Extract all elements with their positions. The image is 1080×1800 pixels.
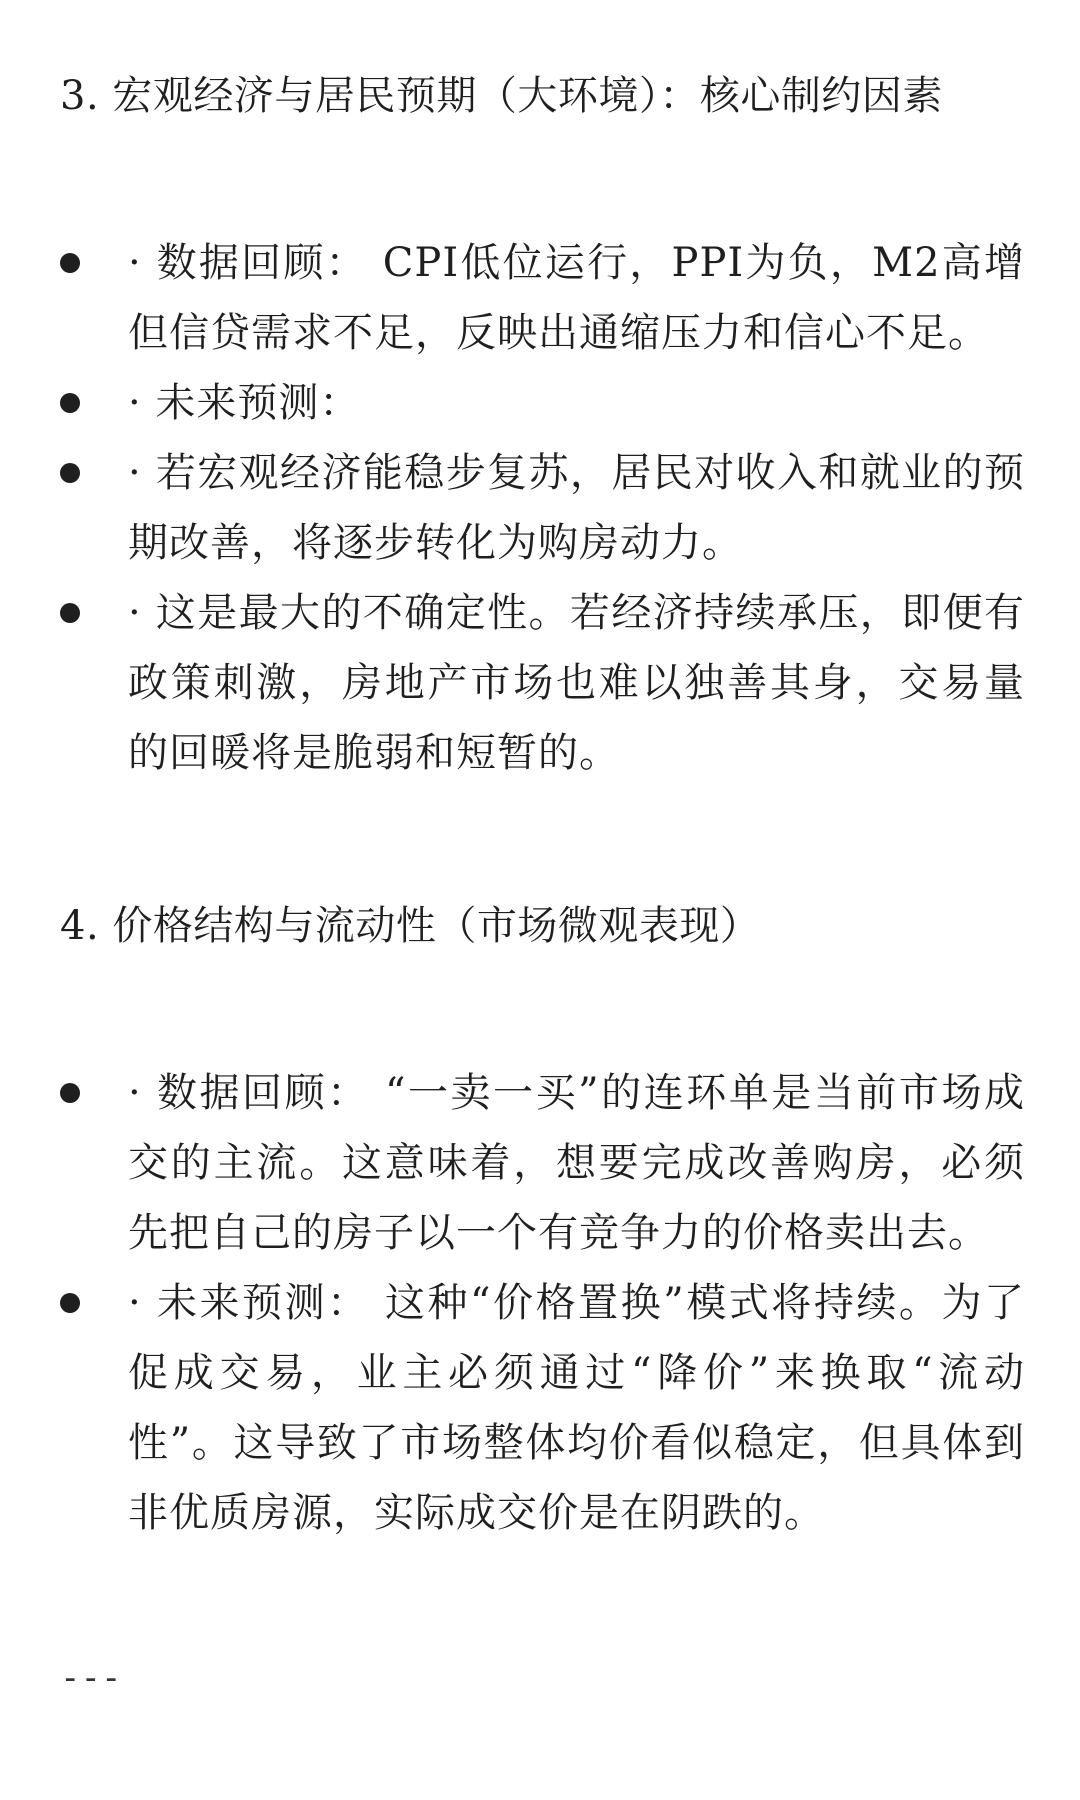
list-item-text: · 未来预测： [128,380,361,426]
list-item-text: · 数据回顾： “一卖一买”的连环单是当前市场成交的主流。这意味着，想要完成改善购房，必须先把自己的房子以一个有竞争力的价格卖出去。 [128,1070,1025,1256]
list-item-text: · 未来预测： 这种“价格置换”模式将持续。为了促成交易，业主必须通过“降价”来换取“流动性”。这导致了市场整体均价看似稳定，但具体到非优质房源，实际成交价是在阴跌的。 [128,1280,1025,1536]
section-4-heading: 4. 价格结构与流动性（市场微观表现） [60,903,761,949]
divider: --- [60,1658,122,1698]
list-item-data-review [0,228,1080,368]
section-4-list [0,1058,1080,1548]
bullet-dot [60,253,80,273]
list-item-data-review [0,1058,1080,1268]
bullet-dot [60,1293,80,1313]
list-item-text: · 数据回顾： CPI低位运行，PPI为负，M2高增但信贷需求不足，反映出通缩压力和信心不足。 [128,240,1025,356]
list-item-forecast [0,368,1080,438]
list-item-forecast [0,1268,1080,1548]
bullet-dot [60,463,80,483]
list-item-recovery [0,438,1080,578]
bullet-dot [60,1083,80,1103]
list-item-uncertainty [0,578,1080,788]
bullet-dot [60,603,80,623]
list-item-text: · 这是最大的不确定性。若经济持续承压，即便有政策刺激，房地产市场也难以独善其身，交易量的回暖将是脆弱和短暂的。 [128,590,1025,776]
section-3-list [0,228,1080,788]
section-3-heading: 3. 宏观经济与居民预期（大环境）：核心制约因素 [60,73,943,119]
list-item-text: · 若宏观经济能稳步复苏，居民对收入和就业的预期改善，将逐步转化为购房动力。 [128,450,1025,566]
bullet-dot [60,393,80,413]
